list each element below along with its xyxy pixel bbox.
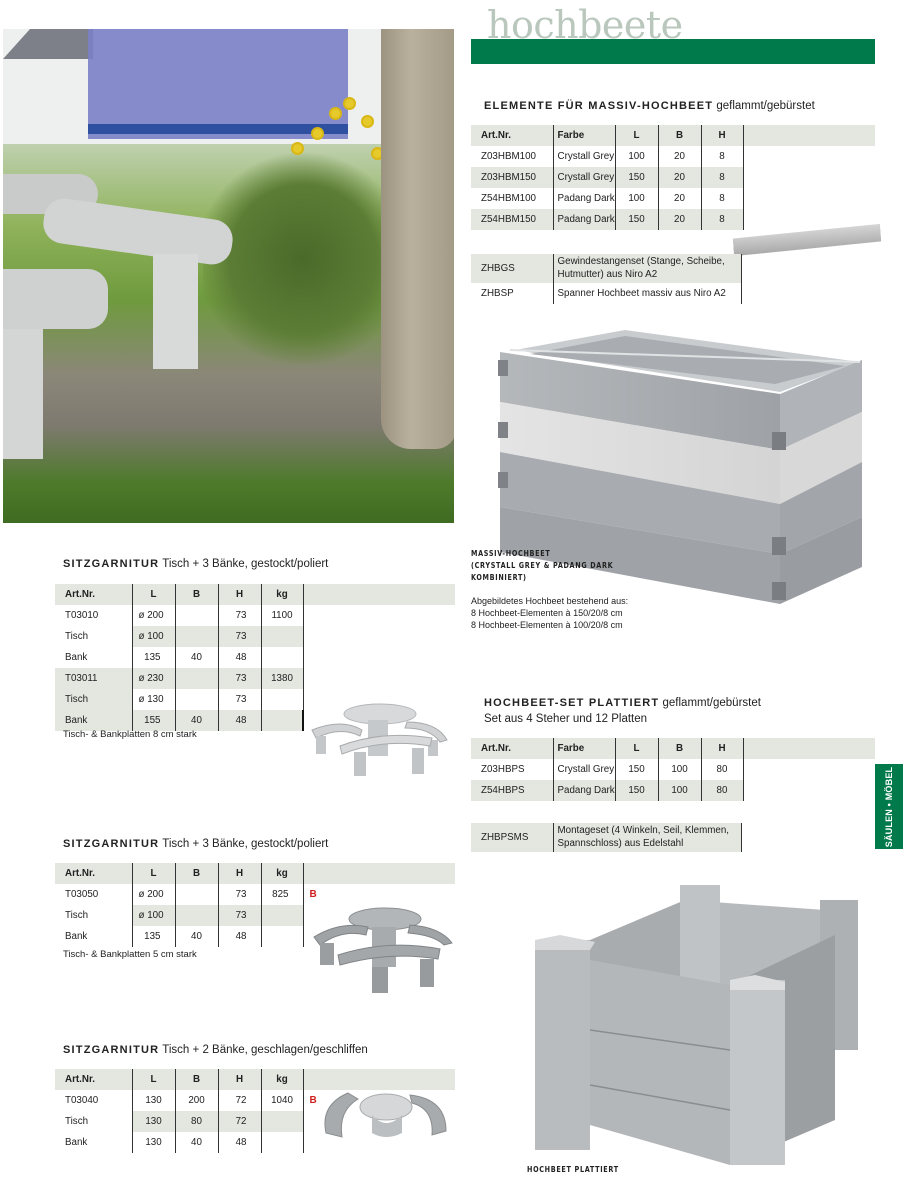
- massiv-caption: MASSIV-HOCHBEET (CRYSTALL GREY & PADANG DARK KOMBINIERT): [471, 549, 614, 582]
- sitz1-heading: [63, 558, 328, 570]
- table-row: Tisch ø 100 73: [55, 626, 455, 647]
- table-row: Bank 155 40 48: [55, 710, 455, 731]
- table-row: Tisch 130 80 72: [55, 1111, 455, 1132]
- table-row: T03050 ø 200 73 825 B: [55, 884, 455, 905]
- table-header-row: Art.Nr. L B H kg: [55, 584, 455, 605]
- table-row: Tisch ø 100 73: [55, 905, 455, 926]
- massiv-table: [471, 125, 875, 230]
- table-row: Tisch ø 130 73: [55, 689, 455, 710]
- sitz1-heading-bold: SITZGARNITUR: [63, 558, 160, 570]
- plattiert-heading: [484, 697, 761, 709]
- garden-photo: [3, 29, 454, 523]
- table-row: Z54HBPS Padang Dark 150 100 80: [471, 780, 875, 801]
- table-row: Z03HBM100 Crystall Grey 100 20 8: [471, 146, 875, 167]
- sitz2-note: Tisch- & Bankplatten 5 cm stark: [63, 949, 197, 960]
- massiv-description: Abgebildetes Hochbeet bestehend aus: 8 Hochbeet-Elementen à 150/20/8 cm 8 Hochbeet-Elementen à 100/20/8 cm: [471, 596, 629, 631]
- massiv-accessories-table: [471, 254, 743, 304]
- sitz3-heading-rest: Tisch + 2 Bänke, geschlagen/geschliffen: [159, 1044, 368, 1056]
- sitz1-note: Tisch- & Bankplatten 8 cm stark: [63, 729, 197, 740]
- plattiert-subheading: Set aus 4 Steher und 12 Platten: [484, 713, 648, 725]
- table-header-row: Art.Nr. L B H kg: [55, 863, 455, 884]
- sitzgarnitur-2-image: [310, 905, 455, 995]
- table-row: Z03HBM150 Crystall Grey 150 20 8: [471, 167, 875, 188]
- massiv-heading-rest: geflammt/gebürstet: [713, 100, 815, 112]
- plattiert-accessories-table: [471, 823, 743, 852]
- sitz2-heading: [63, 838, 328, 850]
- plattiert-table: [471, 738, 875, 801]
- massiv-heading-bold: ELEMENTE FÜR MASSIV-HOCHBEET: [484, 100, 714, 112]
- massiv-heading: [484, 100, 815, 112]
- side-tab-saeulen-moebel[interactable]: SÄULEN • MÖBEL: [875, 764, 903, 849]
- hochbeet-plattiert-image: [515, 880, 865, 1165]
- availability-badge: B: [309, 889, 317, 900]
- sitz2-heading-bold: SITZGARNITUR: [63, 838, 160, 850]
- table-header-row: Art.Nr. Farbe L B H: [471, 738, 875, 759]
- table-row: ZHBPSMS Montageset (4 Winkeln, Seil, Klemmen, Spannschloss) aus Edelstahl: [471, 823, 743, 852]
- table-header-row: Art.Nr. Farbe L B H: [471, 125, 875, 146]
- availability-badge: B: [309, 1095, 317, 1106]
- sitz1-heading-rest: Tisch + 3 Bänke, gestockt/poliert: [159, 558, 329, 570]
- table-row: Bank 135 40 48: [55, 926, 455, 947]
- table-row: T03010 ø 200 73 1100: [55, 605, 455, 626]
- page-title: hochbeete: [487, 3, 683, 47]
- plattiert-heading-rest: geflammt/gebürstet: [659, 697, 761, 709]
- sitz3-heading-bold: SITZGARNITUR: [63, 1044, 160, 1056]
- plattiert-heading-bold: HOCHBEET-SET PLATTIERT: [484, 697, 660, 709]
- sitz2-heading-rest: Tisch + 3 Bänke, gestockt/poliert: [159, 838, 329, 850]
- sitzgarnitur-3-image: [318, 1085, 453, 1145]
- sitzgarnitur-1-image: [302, 700, 452, 780]
- table-row: Z03HBPS Crystall Grey 150 100 80: [471, 759, 875, 780]
- table-row: T03040 130 200 72 1040 B: [55, 1090, 455, 1111]
- table-row: Z54HBM150 Padang Dark 150 20 8: [471, 209, 875, 230]
- table-row: ZHBSP Spanner Hochbeet massiv aus Niro A2: [471, 283, 743, 304]
- sitz3-heading: [63, 1044, 368, 1056]
- table-row: ZHBGS Gewindestangenset (Stange, Scheibe, Hutmutter) aus Niro A2: [471, 254, 743, 283]
- table-row: T03011 ø 230 73 1380: [55, 668, 455, 689]
- table-row: Bank 135 40 48: [55, 647, 455, 668]
- table-row: Z54HBM100 Padang Dark 100 20 8: [471, 188, 875, 209]
- table-row: Bank 130 40 48: [55, 1132, 455, 1153]
- table-header-row: Art.Nr. L B H kg: [55, 1069, 455, 1090]
- plattiert-caption: HOCHBEET PLATTIERT: [527, 1165, 619, 1174]
